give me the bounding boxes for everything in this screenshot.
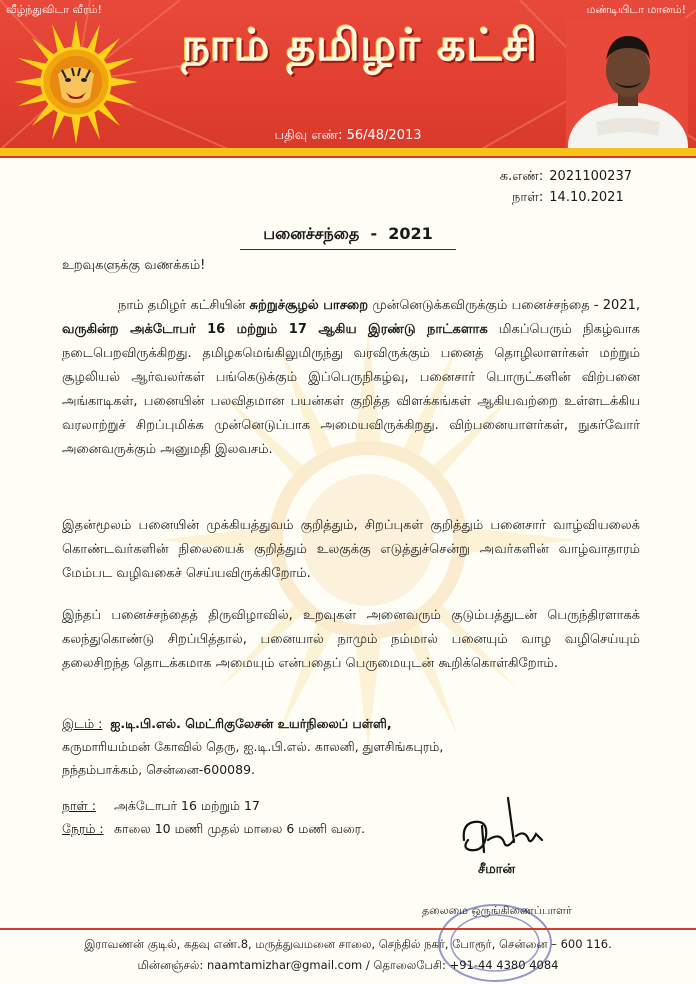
schedule-block: [62, 794, 365, 840]
tiger-emblem-icon: [14, 20, 138, 144]
p1-wing-name: சுற்றுச்சூழல் பாசறை: [249, 298, 369, 313]
p1-dates: வருகின்ற அக்டோபர் 16 மற்றும் 17 ஆகிய இரண்டு நாட்களாக: [62, 322, 488, 337]
reference-number-label: க.எண்:: [499, 169, 544, 184]
leader-photo: [566, 18, 688, 150]
venue-address-line-2: கருமாரியம்மன் கோவில் தெரு, ஐ.டி.பி.எல். காலனி, துளசிங்கபுரம்,: [62, 739, 444, 754]
schedule-time-label: நேரம் :: [62, 821, 104, 836]
slogan-left: வீழ்ந்துவிடா வீரம்!: [6, 3, 102, 16]
reference-date-value: 14.10.2021: [549, 190, 624, 205]
greeting: உறவுகளுக்கு வணக்கம்!: [62, 258, 206, 273]
paragraph-3: இந்தப் பனைச்சந்தைத் திருவிழாவில், உறவுகள் அனைவரும் குடும்பத்துடன் பெருந்திரளாகக் கலந்துகொண்டு சிறப்பித்தால், பனையால் நாமும் நம்மால் பனையும் வாழ வழிசெய்யும் தலைசிறந்த தொடக்கமாக அமையும் என்பதைப் பெருமையுடன் கூறிக்கொள்கிறோம்.: [62, 608, 640, 671]
signatory-designation: தலைமை ஒருங்கிணைப்பாளர்: [422, 904, 572, 917]
schedule-date-label: நாள் :: [62, 798, 97, 813]
footer-address: இராவணன் குடில், கதவு எண்.8, மருத்துவமனை சாலை, செந்தில் நகர், போரூர், சென்னை – 600 116.: [84, 937, 612, 951]
header-divider: [0, 156, 696, 158]
p1-text-e: மிகப்பெரும் நிகழ்வாக நடைபெறவிருக்கிறது. தமிழகமெங்கிலுமிருந்து வரவிருக்கும் பனைத் தொழிலாளர்கள் மற்றும் சூழலியல் ஆர்வலர்கள் பங்கெடுக்கும் இப்பெருநிகழ்வு, பனைசார் பொருட்களின் விற்பனை அங்காடிகள், பனையின் பலவிதமான பயன்கள் குறித்த விளக்கங்கள் ஆகியவற்றை உள்ளடக்கிய வரலாற்றுச் சிறப்புமிக்க முன்னெடுப்பாக அமையவிருக்கிறது. விற்பனையாளர்கள், நுகர்வோர் அனைவருக்கும் அனுமதி இலவசம்.: [62, 322, 640, 457]
paragraph-2: இதன்மூலம் பனையின் முக்கியத்துவம் குறித்தும், சிறப்புகள் குறித்தும் பனைசார் வாழ்வியலைக் கொண்டவர்களின் நிலையைக் குறித்தும் உலகுக்கு எடுத்துச்சென்று அவர்களின் வாழ்வாதாரம் மேம்பட வழிவகைச் செய்யவிருக்கிறோம்.: [62, 518, 640, 581]
venue-name: ஐ.டி.பி.எல். மெட்ரிகுலேசன் உயர்நிலைப் பள்ளி,: [110, 716, 392, 731]
venue-address-line-3: நந்தம்பாக்கம், சென்னை-600089.: [62, 762, 255, 777]
reference-date-row: [477, 187, 632, 208]
signatory-name: சீமான்: [478, 862, 516, 877]
schedule-date-value: அக்டோபர் 16 மற்றும் 17: [113, 798, 260, 813]
reference-number-value: 2021100237: [549, 169, 632, 184]
footer-divider: [0, 928, 696, 930]
handwritten-signature: [458, 796, 548, 862]
reference-block: [477, 166, 632, 208]
reference-number-row: [477, 166, 632, 187]
party-name: நாம் தமிழர் கட்சி: [181, 20, 539, 71]
registration-number: பதிவு எண்: 56/48/2013: [274, 128, 422, 143]
header-yellow-band: [0, 148, 696, 156]
paragraph-1: [62, 294, 640, 462]
slogan-right: மண்டியிடா மானம்!: [586, 3, 686, 16]
letter-title: பனைச்சந்தை - 2021: [240, 224, 456, 250]
venue-label: இடம் :: [62, 716, 103, 731]
p1-text-a: நாம் தமிழர் கட்சியின்: [118, 298, 250, 313]
letterhead-footer: [0, 934, 696, 976]
schedule-time-value: காலை 10 மணி முதல் மாலை 6 மணி வரை.: [113, 821, 366, 836]
reference-date-label: நாள்:: [512, 190, 544, 205]
p1-text-c: முன்னெடுக்கவிருக்கும் பனைச்சந்தை - 2021,: [368, 298, 640, 313]
letterhead-header: [0, 0, 696, 152]
venue-block: [62, 712, 443, 781]
footer-contact: மின்னஞ்சல்: naamtamizhar@gmail.com / தொலைபேசி: +91-44 4380 4084: [137, 958, 559, 972]
